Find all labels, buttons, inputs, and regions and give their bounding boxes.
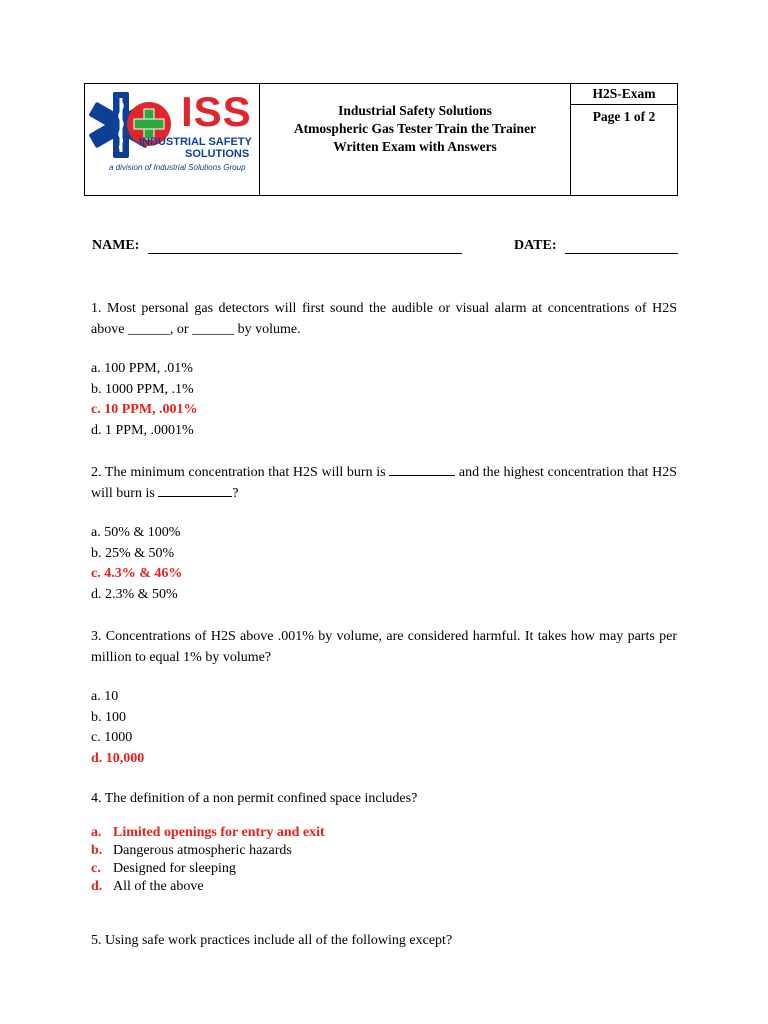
logo-tagline: a division of Industrial Solutions Group — [109, 163, 246, 172]
title-line-2: Atmospheric Gas Tester Train the Trainer — [293, 121, 537, 136]
option-correct: c. 10 PPM, .001% — [91, 402, 198, 417]
option — [91, 824, 325, 842]
option: a. 10 — [91, 689, 119, 704]
option: a. 50% & 100% — [91, 525, 181, 540]
option-text: Designed for sleeping — [113, 861, 236, 876]
option — [91, 842, 325, 860]
option-text: All of the above — [113, 879, 204, 894]
doc-code: H2S-Exam — [571, 84, 677, 105]
blank-line — [389, 475, 455, 476]
blank-line — [158, 496, 232, 497]
title-line-1: Industrial Safety Solutions — [338, 103, 492, 118]
option: b. 100 — [91, 709, 126, 725]
header-table — [84, 83, 678, 196]
code-cell — [571, 84, 677, 195]
star-of-life-logo-icon — [87, 88, 181, 164]
question-2-text-a: 2. The minimum concentration that H2S will burn is — [91, 465, 386, 480]
question-3-options — [91, 687, 144, 769]
question-3: 3. Concentrations of H2S above .001% by volume, are considered harmful. It takes how may parts per million to equal 1% by volume? — [91, 629, 677, 665]
title-line-3: Written Exam with Answers — [333, 139, 497, 154]
option: b. 25% & 50% — [91, 545, 175, 561]
option: d. 1 PPM, .0001% — [91, 422, 194, 438]
question-2-options — [91, 523, 182, 605]
question-2-text-c: ? — [232, 486, 239, 501]
page-number: Page 1 of 2 — [592, 109, 656, 124]
question-5: 5. Using safe work practices include all of the following except? — [91, 933, 453, 948]
option-letter: d. — [91, 879, 103, 894]
question-4-options — [91, 824, 325, 896]
logo-wordmark: ISS — [181, 88, 252, 135]
logo-line-1: INDUSTRIAL SAFETY — [139, 136, 252, 148]
question-1: 1. Most personal gas detectors will first sound the audible or visual alarm at concentrations of H2S above ______, or ______ by volume. — [91, 301, 677, 337]
option-letter: c. — [91, 861, 101, 876]
logo-cell — [85, 84, 260, 195]
option — [91, 860, 325, 878]
option: b. 1000 PPM, .1% — [91, 381, 194, 397]
option: a. 100 PPM, .01% — [91, 361, 193, 376]
date-label: DATE: — [514, 238, 557, 253]
option-letter: a. — [91, 825, 102, 840]
option: d. 2.3% & 50% — [91, 586, 178, 602]
question-2 — [91, 462, 677, 504]
option — [91, 878, 325, 896]
question-1-options — [91, 359, 198, 441]
logo-line-2: SOLUTIONS — [185, 148, 250, 160]
name-label: NAME: — [92, 238, 140, 253]
option-correct: c. 4.3% & 46% — [91, 566, 183, 581]
name-field[interactable] — [148, 253, 462, 254]
option-correct: d. 10,000 — [91, 750, 145, 766]
option-correct: Limited openings for entry and exit — [113, 825, 325, 840]
question-4: 4. The definition of a non permit confined space includes? — [91, 791, 418, 806]
question-2-text-b: and the highest concentration that H2S will burn is — [91, 465, 677, 501]
option: c. 1000 — [91, 730, 133, 745]
date-field[interactable] — [565, 253, 678, 254]
option-text: Dangerous atmospheric hazards — [113, 843, 292, 858]
title-cell — [260, 84, 571, 195]
option-letter: b. — [91, 843, 103, 858]
